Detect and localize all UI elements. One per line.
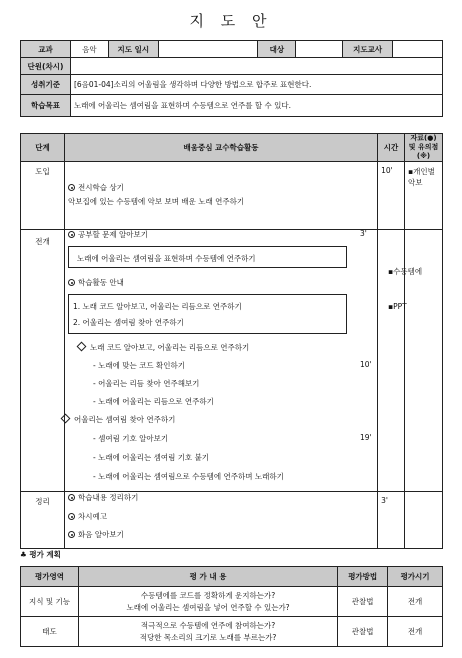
- intro-stage: 도입: [21, 162, 65, 230]
- table-row: [21, 617, 443, 647]
- circle-bullet-icon: [68, 279, 75, 286]
- eval-timing: 전개: [388, 617, 443, 647]
- close-item-2: 차시예고: [68, 511, 107, 522]
- subject-label: 교과: [21, 41, 71, 58]
- dev-activity2-sub1: - 셈여림 기호 알아보기: [93, 434, 169, 443]
- eval-area: 지식 및 기능: [21, 587, 79, 617]
- intro-time: 10': [378, 162, 405, 230]
- dev-guide-1: 1. 노래 코드 알아보고, 어울리는 리듬으로 연주하기: [73, 302, 242, 311]
- close-item-3: 화음 알아보기: [68, 529, 124, 540]
- subject-value: 음악: [70, 41, 108, 58]
- dev-guide-2: 2. 어울리는 셈여림 찾아 연주하기: [73, 318, 184, 327]
- eval-content: 적극적으로 수등템에 연주에 참여하는가? 적당한 목소리의 크기로 노래를 부르는가?: [78, 617, 337, 647]
- circle-bullet-icon: [68, 513, 75, 520]
- target-label: 대상: [258, 41, 296, 58]
- dev-problem-heading: 공부할 문제 알아보기: [68, 229, 148, 240]
- circle-bullet-icon: [68, 494, 75, 501]
- eval-timing: 전개: [388, 587, 443, 617]
- dev-activity2-sub3: - 노래에 어울리는 셈여림으로 수등템에 연주하며 노래하기: [93, 472, 284, 481]
- intro-item-1: 전시학습 상기: [68, 182, 124, 193]
- time-header: 시간: [378, 134, 405, 162]
- period-label: 지도 일시: [108, 41, 158, 58]
- eval-method: 관찰법: [338, 617, 388, 647]
- dev-activity1-sub1: - 노래에 맞는 코드 확인하기: [93, 361, 185, 370]
- dev-activity1-sub2: - 어울리는 리듬 찾아 연주해보기: [93, 379, 200, 388]
- dev-problem-text: 노래에 어울리는 셈여림을 표현하며 수등템에 연주하기: [77, 254, 256, 263]
- close-material-cell: [405, 492, 443, 549]
- diamond-bullet-icon: [77, 342, 87, 352]
- eval-method: 관찰법: [338, 587, 388, 617]
- dev-guide-box: [68, 294, 347, 334]
- eval-content-header: 평 가 내 용: [78, 567, 337, 587]
- lesson-info-table: [20, 40, 443, 117]
- circle-bullet-icon: [68, 231, 75, 238]
- intro-material: ▪개인별 악보: [405, 162, 443, 230]
- eval-area-header: 평가영역: [21, 567, 79, 587]
- dev-problem-box: [68, 246, 347, 268]
- intro-item-2: 악보집에 있는 수등템에 악보 보며 배운 노래 연주하기: [68, 197, 245, 206]
- dev-activity1-sub3: - 노래에 어울리는 리듬으로 연주하기: [93, 397, 214, 406]
- dev-guide-heading: 학습활동 안내: [68, 277, 124, 288]
- dev-time-2: 10': [360, 360, 372, 369]
- teacher-label: 지도교사: [343, 41, 393, 58]
- teacher-value: [393, 41, 443, 58]
- close-stage: 정리: [21, 492, 65, 549]
- dev-time-1: 3': [360, 229, 367, 238]
- close-time: 3': [378, 492, 405, 549]
- dev-activity2-heading: 어울리는 셈여림 찾아 연주하기: [62, 414, 175, 425]
- dev-time-3: 19': [360, 433, 372, 442]
- close-item-1: 학습내용 정리하기: [68, 492, 138, 503]
- table-row: [21, 587, 443, 617]
- materials-header: 자료(●) 및 유의점(※): [405, 134, 443, 162]
- dev-material-1: ▪수등템에: [388, 267, 423, 276]
- diamond-bullet-icon: [61, 414, 71, 424]
- dev-material-2: ▪PPT: [388, 302, 407, 311]
- circle-bullet-icon: [68, 184, 75, 191]
- eval-method-header: 평가방법: [338, 567, 388, 587]
- standard-value: [6음01-04]소리의 어울림을 생각하며 다양한 방법으로 합주로 표현한다.: [70, 75, 442, 95]
- dev-stage: 전개: [21, 230, 65, 492]
- evaluation-table: [20, 566, 443, 647]
- dev-activity2-sub2: - 노래에 어울리는 셈여림 기호 붙기: [93, 453, 210, 462]
- unit-value: [70, 58, 442, 75]
- goal-value: 노래에 어울리는 셈여림을 표현하며 수등템으로 연주를 할 수 있다.: [70, 95, 442, 117]
- circle-bullet-icon: [68, 531, 75, 538]
- eval-area: 태도: [21, 617, 79, 647]
- stage-header: 단계: [21, 134, 65, 162]
- target-value: [296, 41, 343, 58]
- page-title: 지 도 안: [189, 12, 273, 30]
- eval-timing-header: 평가시기: [388, 567, 443, 587]
- period-value: [158, 41, 258, 58]
- eval-content: 수등템에를 코드를 정확하게 운지하는가? 노래에 어울리는 셈여림을 넣어 연주할 수 있는가?: [78, 587, 337, 617]
- unit-label: 단원(차시): [21, 58, 71, 75]
- activities-header: 배움중심 교수학습활동: [64, 134, 377, 162]
- goal-label: 학습목표: [21, 95, 71, 117]
- dev-activity1-heading: 노래 코드 알아보고, 어울리는 리듬으로 연주하기: [78, 342, 249, 353]
- eval-section-title: ♣ 평가 계획: [20, 550, 61, 559]
- standard-label: 성취기준: [21, 75, 71, 95]
